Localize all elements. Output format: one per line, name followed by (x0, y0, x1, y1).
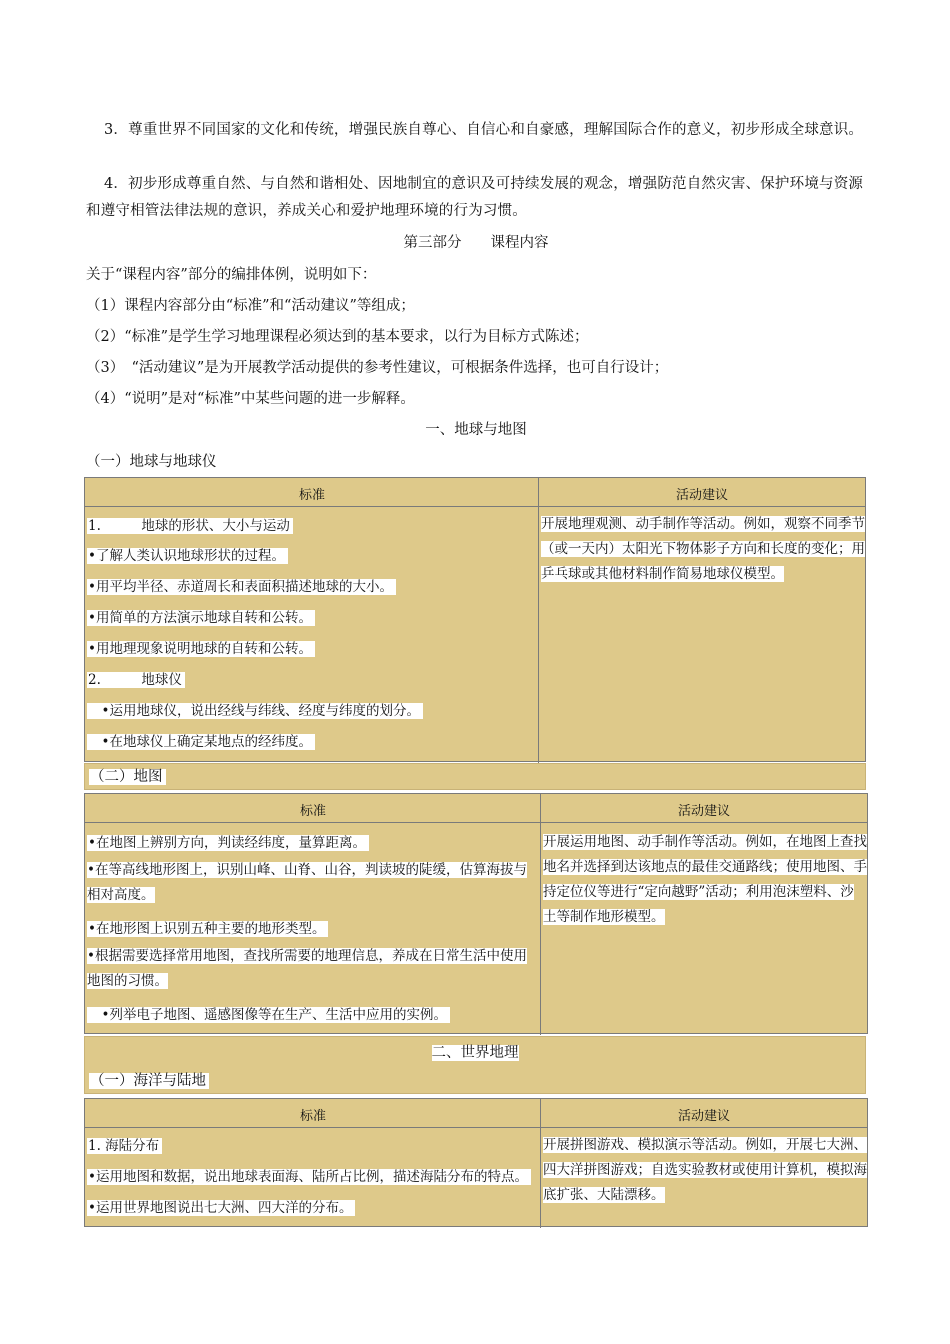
header-standard: 标准 (299, 804, 326, 819)
sub1-title: （一）地球与地球仪 (86, 454, 217, 470)
table1-row: •在地球仪上确定某地点的经纬度。 (87, 733, 315, 751)
section1-title: 一、地球与地图 (425, 422, 527, 438)
table3-row: 1. 海陆分布 (87, 1137, 162, 1155)
table1-row: •用地理现象说明地球的自转和公转。 (87, 640, 315, 658)
header-activity: 活动建议 (677, 804, 730, 819)
table2-activity: 开展运用地图、动手制作等活动。例如，在地图上查找地名并选择到达该地点的最佳交通路线；使用地图、手持定位仪等进行“定向越野”活动；利用泡沫塑料、沙土等制作地形模型。 (543, 834, 867, 925)
table3-header-activity (541, 1099, 867, 1128)
table1-row: 1. 地球的形状、大小与运动 (87, 517, 293, 535)
section2-band (84, 1036, 866, 1094)
table1-row: •运用地球仪，说出经线与纬线、经度与纬度的划分。 (87, 702, 423, 720)
section2-title: 二、世界地理 (431, 1045, 519, 1061)
table1-row: •了解人类认识地球形状的过程。 (87, 547, 288, 565)
table1-header-standard (85, 478, 539, 507)
header-standard: 标准 (298, 488, 325, 503)
note-3: （3） “活动建议”是为开展教学活动提供的参考性建议，可根据条件选择，也可自行设计； (86, 360, 669, 376)
table2-row: •在地图上辨别方向，判读经纬度，量算距离。 (87, 834, 369, 852)
table2-row: •在等高线地形图上，识别山峰、山脊、山谷，判读坡的陡缓，估算海拔与相对高度。 (87, 862, 527, 903)
table2-row: •列举电子地图、遥感图像等在生产、生活中应用的实例。 (87, 1006, 450, 1024)
paragraph-4: 4．初步形成尊重自然、与自然和谐相处、因地制宜的意识及可持续发展的观念，增强防范自然灾害、保护环境与资源和遵守相管法律法规的意识，养成关心和爱护地理环境的行为习惯。 (86, 176, 864, 219)
table-maps (84, 793, 868, 1034)
part3-title: 第三部分 课程内容 (403, 235, 549, 251)
intro-text: 关于“课程内容”部分的编排体例，说明如下： (86, 267, 377, 283)
table2-header-standard (85, 794, 541, 823)
table1-activity: 开展地理观测、动手制作等活动。例如，观察不同季节（或一天内）太阳光下物体影子方向和长度的变化；用乒乓球或其他材料制作简易地球仪模型。 (541, 516, 865, 582)
table2-header-activity (541, 794, 867, 823)
table2-row: •在地形图上识别五种主要的地形类型。 (87, 920, 328, 938)
header-standard: 标准 (299, 1109, 326, 1124)
table1-row: 2. 地球仪 (87, 671, 185, 689)
sub3-title: （一）海洋与陆地 (89, 1073, 209, 1089)
sub2-title: （二）地图 (89, 769, 166, 785)
sub2-band (84, 763, 866, 790)
header-activity: 活动建议 (675, 488, 728, 503)
table3-row: •运用世界地图说出七大洲、四大洋的分布。 (87, 1199, 355, 1217)
paragraph-3: 3．尊重世界不同国家的文化和传统，增强民族自尊心、自信心和自豪感，理解国际合作的意义，初步形成全球意识。 (104, 122, 864, 138)
table1-row: •用平均半径、赤道周长和表面积描述地球的大小。 (87, 578, 396, 596)
table3-activity: 开展拼图游戏、模拟演示等活动。例如，开展七大洲、四大洋拼图游戏；自选实验教材或使用计算机，模拟海底扩张、大陆漂移。 (543, 1137, 867, 1203)
table2-row: •根据需要选择常用地图，查找所需要的地理信息，养成在日常生活中使用地图的习惯。 (87, 948, 527, 989)
note-1: （1）课程内容部分由“标准”和“活动建议”等组成； (86, 298, 415, 314)
note-4: （4）“说明”是对“标准”中某些问题的进一步解释。 (86, 391, 415, 407)
table-earth-globe (84, 477, 866, 762)
table3-header-standard (85, 1099, 541, 1128)
note-2: （2）“标准”是学生学习地理课程必须达到的基本要求，以行为目标方式陈述； (86, 329, 589, 345)
header-activity: 活动建议 (677, 1109, 730, 1124)
table3-row: •运用地图和数据，说出地球表面海、陆所占比例，描述海陆分布的特点。 (87, 1168, 531, 1186)
table1-header-activity (539, 478, 865, 507)
table1-row: •用简单的方法演示地球自转和公转。 (87, 609, 315, 627)
table-ocean-land (84, 1098, 868, 1227)
